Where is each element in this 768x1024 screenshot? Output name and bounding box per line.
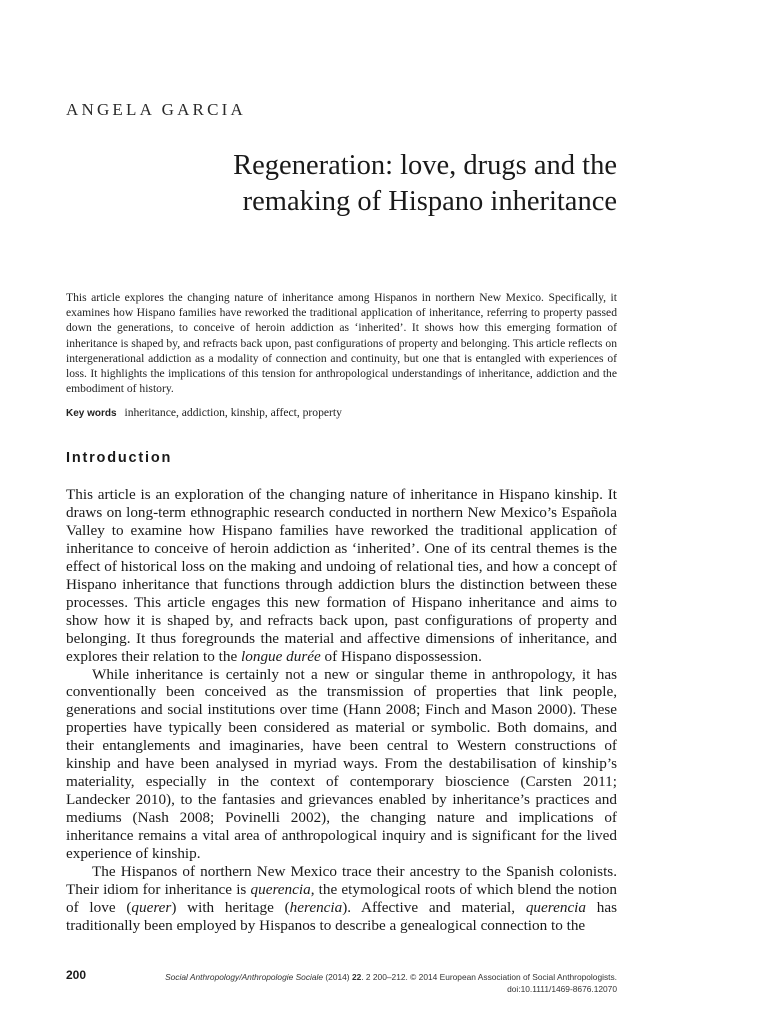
abstract: This article explores the changing nature of inheritance among Hispanos in northern New Mexico. Specifically, it examines how Hispano families have reworked the traditional application of inheritance, referring to property passed down the generations, to conceive of heroin addiction as ‘inherited’. It shows how this emerging formation of inheritance is shaped by, and refracts back upon, past configurations of property and belonging. This article reflects on intergenerational addiction as a modality of connection and continuity, but one that is entangled with experiences of loss. It highlights the implications of this tension for anthropological understandings of inheritance, addiction and the embodiment of history. [66, 291, 617, 396]
footer-citation [104, 971, 617, 995]
footer-doi: doi:10.1111/1469-8676.12070 [507, 984, 617, 994]
article-title [120, 148, 617, 220]
title-line-2: remaking of Hispano inheritance [242, 186, 617, 217]
p3-italic-4: querencia [525, 898, 586, 916]
p3-text-a: The Hispanos of northern New Mexico trace their ancestry to the Spanish colonists. Their idiom for inheritance is [66, 863, 617, 898]
footer-rest: . 2 200–212. © 2014 European Association of Social Anthropologists. [361, 972, 617, 982]
p3-text-e: has traditionally been employed by Hispanos to describe a genealogical connection to the [66, 898, 618, 934]
body-text [66, 486, 617, 935]
p3-italic-1: querencia [250, 880, 311, 898]
p3-italic-3: herencia [289, 898, 343, 916]
footer-year: (2014) [325, 972, 350, 982]
footer-citation-line-1 [104, 971, 617, 983]
paragraph-3 [66, 863, 617, 935]
section-heading-introduction: Introduction [66, 450, 173, 466]
paragraph-1 [66, 486, 617, 666]
author-name: ANGELA GARCIA [66, 100, 246, 119]
title-line-1: Regeneration: love, drugs and the [233, 150, 617, 181]
page-number: 200 [66, 968, 87, 982]
footer-volume: 22 [351, 972, 362, 982]
p3-text-c: ) with heritage ( [171, 898, 290, 916]
p3-text-b: , the etymological roots of which blend the notion of love ( [66, 880, 617, 916]
keywords-list: inheritance, addiction, kinship, affect, property [124, 406, 342, 419]
p3-italic-2: querer [131, 898, 172, 916]
p1-italic: longue durée [241, 647, 321, 665]
p1-text-a: This article is an exploration of the changing nature of inheritance in Hispano kinship. It draws on long-term ethnographic research conducted in northern New Mexico’s Española Valley to examine how Hispano families have reworked the traditional application of inheritance to conceive of heroin addiction as ‘inherited’. One of its central themes is the effect of historical loss on the making and undoing of relational ties, and how a concept of Hispano inheritance that functions through addiction blurs the distinction between these processes. This article engages this new formation of Hispano inheritance and aims to show how it is shaped by, and refracts back upon, past configurations of property and belonging. It thus foregrounds the material and affective dimensions of inheritance, and explores their relation to the [66, 486, 617, 665]
footer-journal: Social Anthropology/Anthropologie Sociale [165, 972, 324, 982]
keywords-label: Key words [66, 408, 117, 419]
paragraph-2: While inheritance is certainly not a new or singular theme in anthropology, it has conventionally been conceived as the transmission of properties that link people, generations and social institutions over time (Hann 2008; Finch and Mason 2000). These properties have typically been considered as material or symbolic. Both domains, and their entanglements and imaginaries, have been central to Western constructions of kinship and have been analysed in myriad ways. From the destabilisation of kinship’s materiality, especially in the context of contemporary bioscience (Carsten 2011; Landecker 2010), to the fantasies and grievances enabled by inheritance’s practices and mediums (Nash 2008; Povinelli 2002), the changing nature and implications of inheritance remains a vital area of anthropological inquiry and is significant for the lived experience of kinship. [66, 665, 617, 863]
p1-text-b: of Hispano dispossession. [324, 647, 482, 665]
keywords-line [66, 405, 617, 421]
p3-text-d: ). Affective and material, [342, 898, 516, 916]
